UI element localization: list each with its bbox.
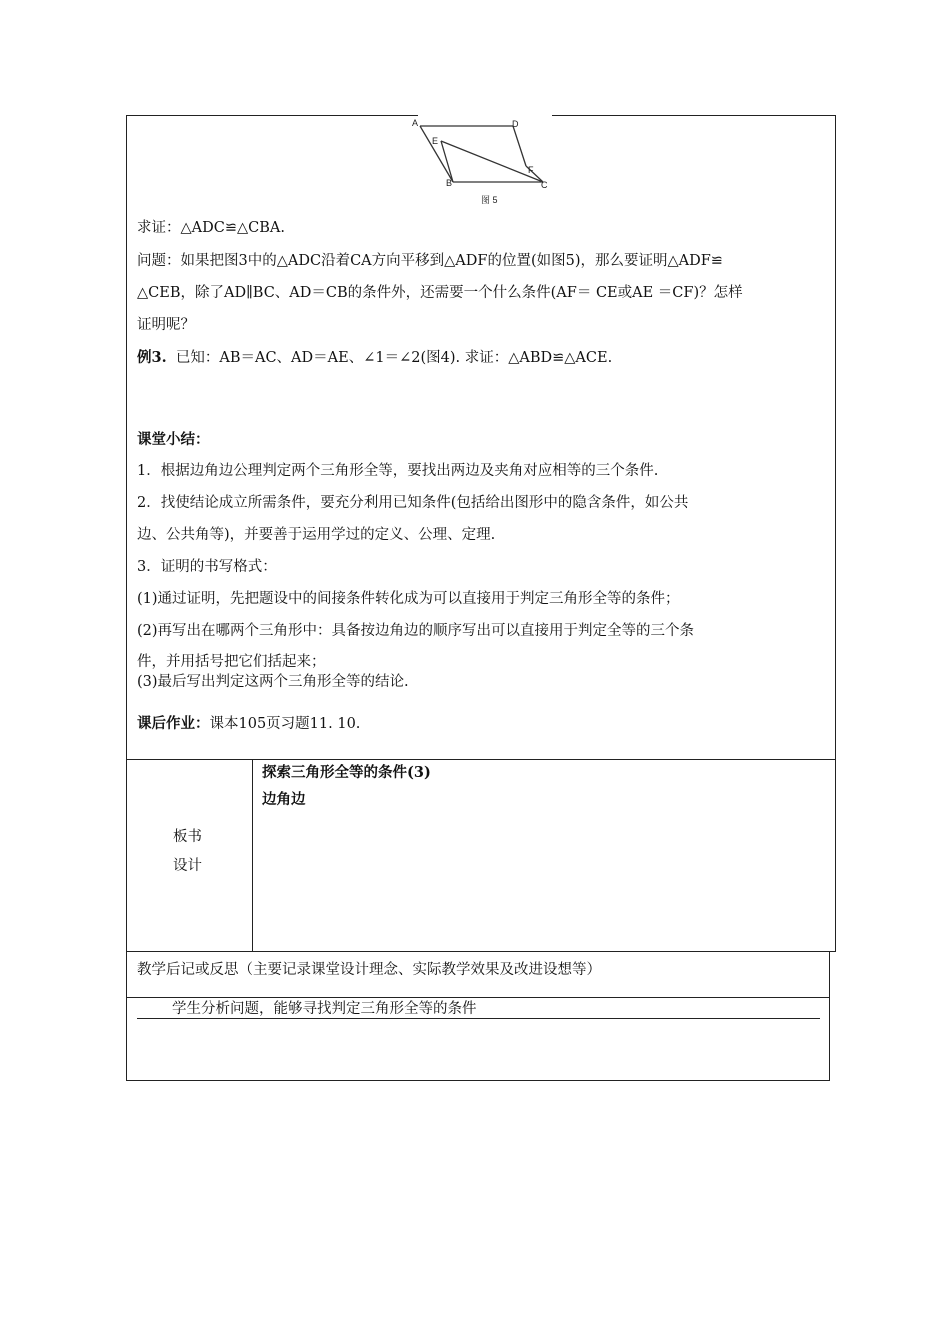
figure-label-a: A [412,118,419,128]
board-label-line-1: 板书 [173,829,202,845]
figure-label-c: C [541,180,548,190]
summary-point-1: 1．根据边角边公理判定两个三角形全等，要找出两边及夹角对应相等的三个条件. [137,463,659,479]
table-top-border-right [552,115,836,116]
question-line-1: 问题：如果把图3中的△ADC沿着CA方向平移到△ADF的位置(如图5)，那么要证明△ADF≌ [137,253,723,269]
figure-label-d: D [512,119,519,129]
summary-point-2a: 2．找使结论成立所需条件，要充分利用已知条件(包括给出图形中的隐含条件，如公共 [137,495,689,511]
reflection-heading: 教学后记或反思（主要记录课堂设计理念、实际教学效果及改进设想等） [137,962,601,978]
table-bottom-border [126,1080,830,1081]
summary-point-3-1: (1)通过证明，先把题设中的间接条件转化成为可以直接用于判定三角形全等的条件； [137,591,680,607]
table-right-border-lower [829,951,830,1081]
figure-caption: 图 5 [481,195,498,205]
reflection-content: 学生分析问题，能够寻找判定三角形全等的条件 [172,1001,477,1017]
summary-point-2b: 边、公共角等)，并要善于运用学过的定义、公理、定理. [137,527,496,543]
board-label-line-2: 设计 [173,858,202,874]
figure-label-f: F [528,165,534,175]
board-subtitle: 边角边 [262,791,306,808]
question-line-3: 证明呢？ [137,317,195,333]
reflection-divider [126,997,830,998]
question-line-2: △CEB，除了AD∥BC、AD＝CB的条件外，还需要一个什么条件(AF＝ CE或AE ＝CF)？怎样 [137,285,743,301]
table-left-border [126,115,127,1081]
summary-point-3-2a: (2)再写出在哪两个三角形中：具备按边角边的顺序写出可以直接用于判定全等的三个条 [137,623,695,639]
summary-point-3-3: (3)最后写出判定这两个三角形全等的结论. [137,674,409,690]
example-3-text: 已知：AB＝AC、AD＝AE、∠1＝∠2(图4). 求证：△ABD≌△ACE. [175,350,613,366]
geometry-figure-5 [408,110,558,210]
table-right-border-upper [835,115,836,951]
homework [137,714,360,734]
table-top-border-left [126,115,418,116]
figure-label-e: E [432,136,439,146]
figure-label-b: B [446,178,453,188]
row-divider-board [126,759,836,760]
row-divider-reflection [126,951,836,952]
board-title: 探索三角形全等的条件(3) [262,764,431,781]
example-3 [137,348,612,368]
example-3-label: 例3. [137,349,167,366]
homework-text: 课本105页习题11. 10. [209,716,361,732]
homework-label: 课后作业： [137,715,210,732]
board-column-divider [252,759,253,951]
summary-point-3-2b: 件，并用括号把它们括起来； [137,654,326,670]
summary-heading: 课堂小结： [137,431,210,448]
summary-point-3: 3．证明的书写格式： [137,559,277,575]
proof-goal: 求证：△ADC≌△CBA. [137,220,285,236]
